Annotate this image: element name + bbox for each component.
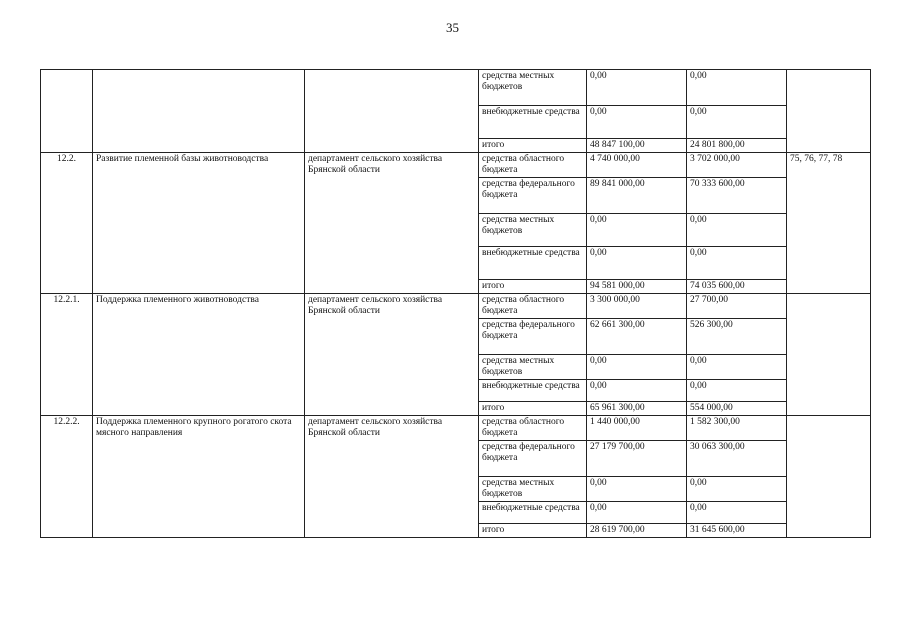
page-number: 35 bbox=[446, 20, 459, 35]
amount-cell: 0,00 bbox=[587, 247, 687, 280]
amount-cell: 1 440 000,00 bbox=[587, 416, 687, 441]
department-cell: департамент сельского хозяйства Брянской области bbox=[305, 416, 479, 538]
amount-cell: 89 841 000,00 bbox=[587, 178, 687, 214]
amount-cell: 31 645 600,00 bbox=[687, 524, 787, 538]
source-cell: средства федерального бюджета bbox=[479, 178, 587, 214]
name-cell bbox=[93, 70, 305, 153]
department-cell: департамент сельского хозяйства Брянской области bbox=[305, 294, 479, 416]
amount-cell: 554 000,00 bbox=[687, 402, 787, 416]
amount-cell: 0,00 bbox=[687, 380, 787, 402]
source-cell: итого bbox=[479, 524, 587, 538]
source-cell: средства местных бюджетов bbox=[479, 70, 587, 106]
amount-cell: 70 333 600,00 bbox=[687, 178, 787, 214]
number-cell: 12.2.2. bbox=[41, 416, 93, 538]
amount-cell: 0,00 bbox=[587, 355, 687, 380]
amount-cell: 27 179 700,00 bbox=[587, 441, 687, 477]
indicators-cell bbox=[787, 70, 871, 153]
budget-table bbox=[40, 69, 871, 538]
amount-cell: 0,00 bbox=[687, 106, 787, 139]
amount-cell: 0,00 bbox=[587, 380, 687, 402]
source-cell: внебюджетные средства bbox=[479, 106, 587, 139]
source-cell: итого bbox=[479, 402, 587, 416]
amount-cell: 0,00 bbox=[687, 355, 787, 380]
amount-cell: 0,00 bbox=[687, 214, 787, 247]
amount-cell: 48 847 100,00 bbox=[587, 139, 687, 153]
source-cell: средства местных бюджетов bbox=[479, 477, 587, 502]
amount-cell: 24 801 800,00 bbox=[687, 139, 787, 153]
number-cell bbox=[41, 70, 93, 153]
amount-cell: 0,00 bbox=[687, 70, 787, 106]
source-cell: внебюджетные средства bbox=[479, 502, 587, 524]
department-cell: департамент сельского хозяйства Брянской области bbox=[305, 153, 479, 294]
amount-cell: 0,00 bbox=[687, 477, 787, 502]
amount-cell: 65 961 300,00 bbox=[587, 402, 687, 416]
source-cell: средства областного бюджета bbox=[479, 153, 587, 178]
table-row bbox=[41, 416, 871, 441]
source-cell: внебюджетные средства bbox=[479, 247, 587, 280]
source-cell: средства федерального бюджета bbox=[479, 319, 587, 355]
amount-cell: 30 063 300,00 bbox=[687, 441, 787, 477]
source-cell: итого bbox=[479, 280, 587, 294]
amount-cell: 27 700,00 bbox=[687, 294, 787, 319]
department-cell bbox=[305, 70, 479, 153]
indicators-cell: 75, 76, 77, 78 bbox=[787, 153, 871, 294]
amount-cell: 0,00 bbox=[587, 70, 687, 106]
table-row bbox=[41, 153, 871, 178]
name-cell: Развитие племенной базы животноводства bbox=[93, 153, 305, 294]
number-cell: 12.2. bbox=[41, 153, 93, 294]
source-cell: итого bbox=[479, 139, 587, 153]
amount-cell: 62 661 300,00 bbox=[587, 319, 687, 355]
amount-cell: 526 300,00 bbox=[687, 319, 787, 355]
source-cell: средства местных бюджетов bbox=[479, 355, 587, 380]
amount-cell: 74 035 600,00 bbox=[687, 280, 787, 294]
amount-cell: 0,00 bbox=[687, 247, 787, 280]
table-row bbox=[41, 70, 871, 106]
source-cell: средства областного бюджета bbox=[479, 416, 587, 441]
amount-cell: 0,00 bbox=[687, 502, 787, 524]
table-row bbox=[41, 294, 871, 319]
amount-cell: 4 740 000,00 bbox=[587, 153, 687, 178]
amount-cell: 0,00 bbox=[587, 214, 687, 247]
indicators-cell bbox=[787, 294, 871, 416]
number-cell: 12.2.1. bbox=[41, 294, 93, 416]
source-cell: средства федерального бюджета bbox=[479, 441, 587, 477]
amount-cell: 94 581 000,00 bbox=[587, 280, 687, 294]
amount-cell: 28 619 700,00 bbox=[587, 524, 687, 538]
indicators-cell bbox=[787, 416, 871, 538]
source-cell: средства областного бюджета bbox=[479, 294, 587, 319]
amount-cell: 0,00 bbox=[587, 502, 687, 524]
name-cell: Поддержка племенного крупного рогатого скота мясного направления bbox=[93, 416, 305, 538]
amount-cell: 0,00 bbox=[587, 106, 687, 139]
amount-cell: 3 702 000,00 bbox=[687, 153, 787, 178]
amount-cell: 3 300 000,00 bbox=[587, 294, 687, 319]
amount-cell: 0,00 bbox=[587, 477, 687, 502]
source-cell: средства местных бюджетов bbox=[479, 214, 587, 247]
amount-cell: 1 582 300,00 bbox=[687, 416, 787, 441]
name-cell: Поддержка племенного животноводства bbox=[93, 294, 305, 416]
source-cell: внебюджетные средства bbox=[479, 380, 587, 402]
